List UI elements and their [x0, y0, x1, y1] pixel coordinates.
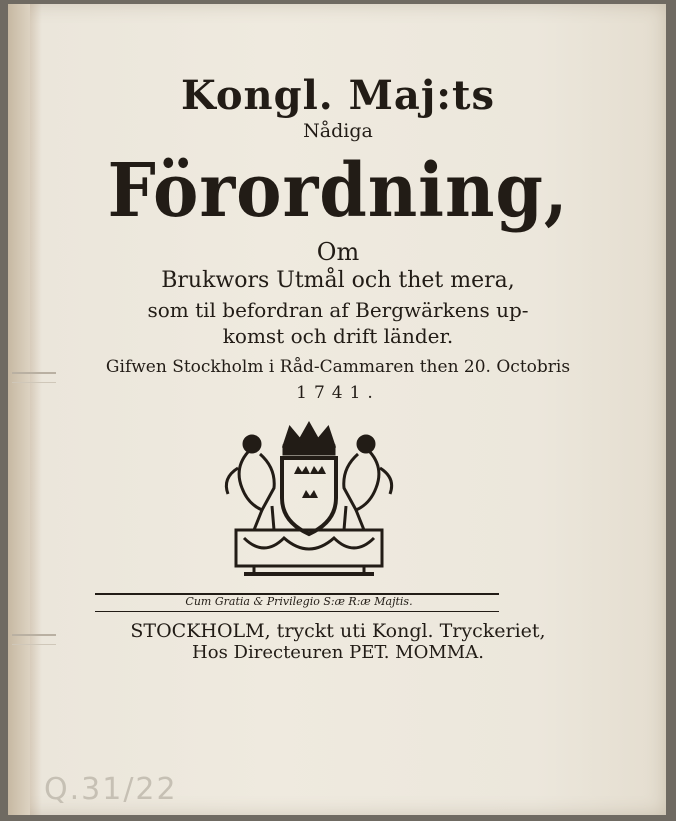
subject-line-2: som til befordran af Bergwärkens up- [147, 298, 529, 322]
title-line-1: Kongl. Maj:ts [180, 72, 496, 119]
rule-line-bottom [95, 611, 499, 612]
subject-line-3: komst och drift länder. [222, 324, 454, 348]
title-line-3: Förordning, [107, 148, 569, 234]
imprint-line-2: Hos Directeuren PET. MOMMA. [192, 642, 484, 663]
imprint-line-1: STOCKHOLM, tryckt uti Kongl. Tryckeriet, [130, 620, 546, 642]
coat-of-arms-icon [214, 418, 404, 580]
given-line-2: 1741. [296, 383, 380, 403]
given-line-1: Gifwen Stockholm i Råd-Cammaren then 20. Octobris [105, 357, 571, 377]
shelfmark-annotation: Q.31/22 [44, 772, 178, 807]
subject-line-1: Brukwors Utmål och thet mera, [161, 268, 515, 293]
privilege-line: Cum Gratia & Privilegio S:æ R:æ Majtis. [185, 595, 413, 608]
title-line-2: Nådiga [303, 120, 373, 142]
title-line-4: Om [316, 238, 360, 266]
